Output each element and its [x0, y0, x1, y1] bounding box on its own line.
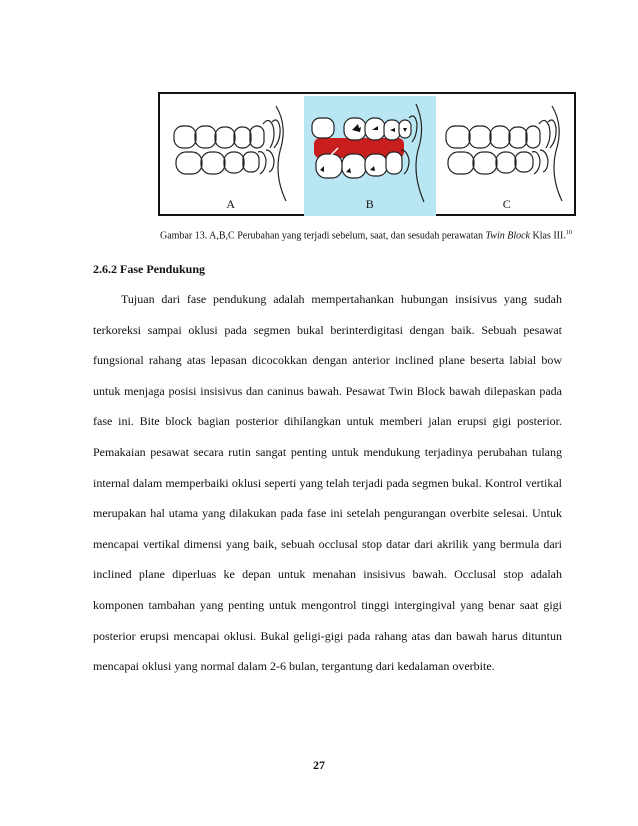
panel-c: [440, 96, 574, 216]
section-heading: 2.6.2 Fase Pendukung: [93, 262, 206, 276]
caption-prefix: Gambar 13. A,B,C Perubahan yang terjadi sebelum, saat, dan sesudah perawatan: [160, 230, 486, 242]
figure-frame: [158, 92, 576, 216]
caption-reference: 10: [565, 230, 572, 236]
page-number: 27: [313, 758, 325, 772]
caption-italic: Twin Block: [485, 230, 530, 242]
panel-a: [162, 96, 300, 216]
panel-b-label: B: [365, 197, 375, 211]
caption-suffix: Klas III.: [530, 230, 566, 242]
body-paragraph: Tujuan dari fase pendukung adalah mempertahankan hubungan insisivus yang sudah terkoreksi sampai oklusi pada segmen bukal berinterdigitasi dengan baik. Sebuah pesawat fungsional rahang atas lepasan dicocokkan dengan anterior inclined plane beserta labial bow untuk menjaga posisi insisivus dan caninus bawah. Pesawat Twin Block bawah dilepaskan pada fase ini. Bite block bagian posterior dihilangkan untuk memberi jalan erupsi gigi posterior. Pemakaian pesawat secara rutin sangat penting untuk mendukung terjadinya perubahan tulang internal dalam memperbaiki oklusi seperti yang telah terjadi pada segmen bukal. Kontrol vertikal merupakan hal utama yang dilakukan pada fase ini setelah pengurangan overbite selesai. Untuk mencapai vertikal dimensi yang baik, sebuah occlusal stop datar dari akrilik yang bermula dari inclined plane diperluas ke depan untuk menahan insisivus bawah. Occlusal stop adalah komponen tambahan yang penting untuk mengontrol tinggi intergingival yang benar saat gigi posterior erupsi mencapai oklusi. Bukal geligi-gigi pada rahang atas dan bawah harus dituntun mencapai oklusi yang normal dalam 2-6 bulan, tergantung dari kedalaman overbite.: [93, 292, 562, 674]
panel-b: [304, 96, 436, 216]
panel-a-label: A: [226, 197, 236, 211]
panel-c-label: C: [502, 197, 512, 211]
body-text: [93, 284, 562, 682]
figure-caption: [160, 230, 600, 241]
